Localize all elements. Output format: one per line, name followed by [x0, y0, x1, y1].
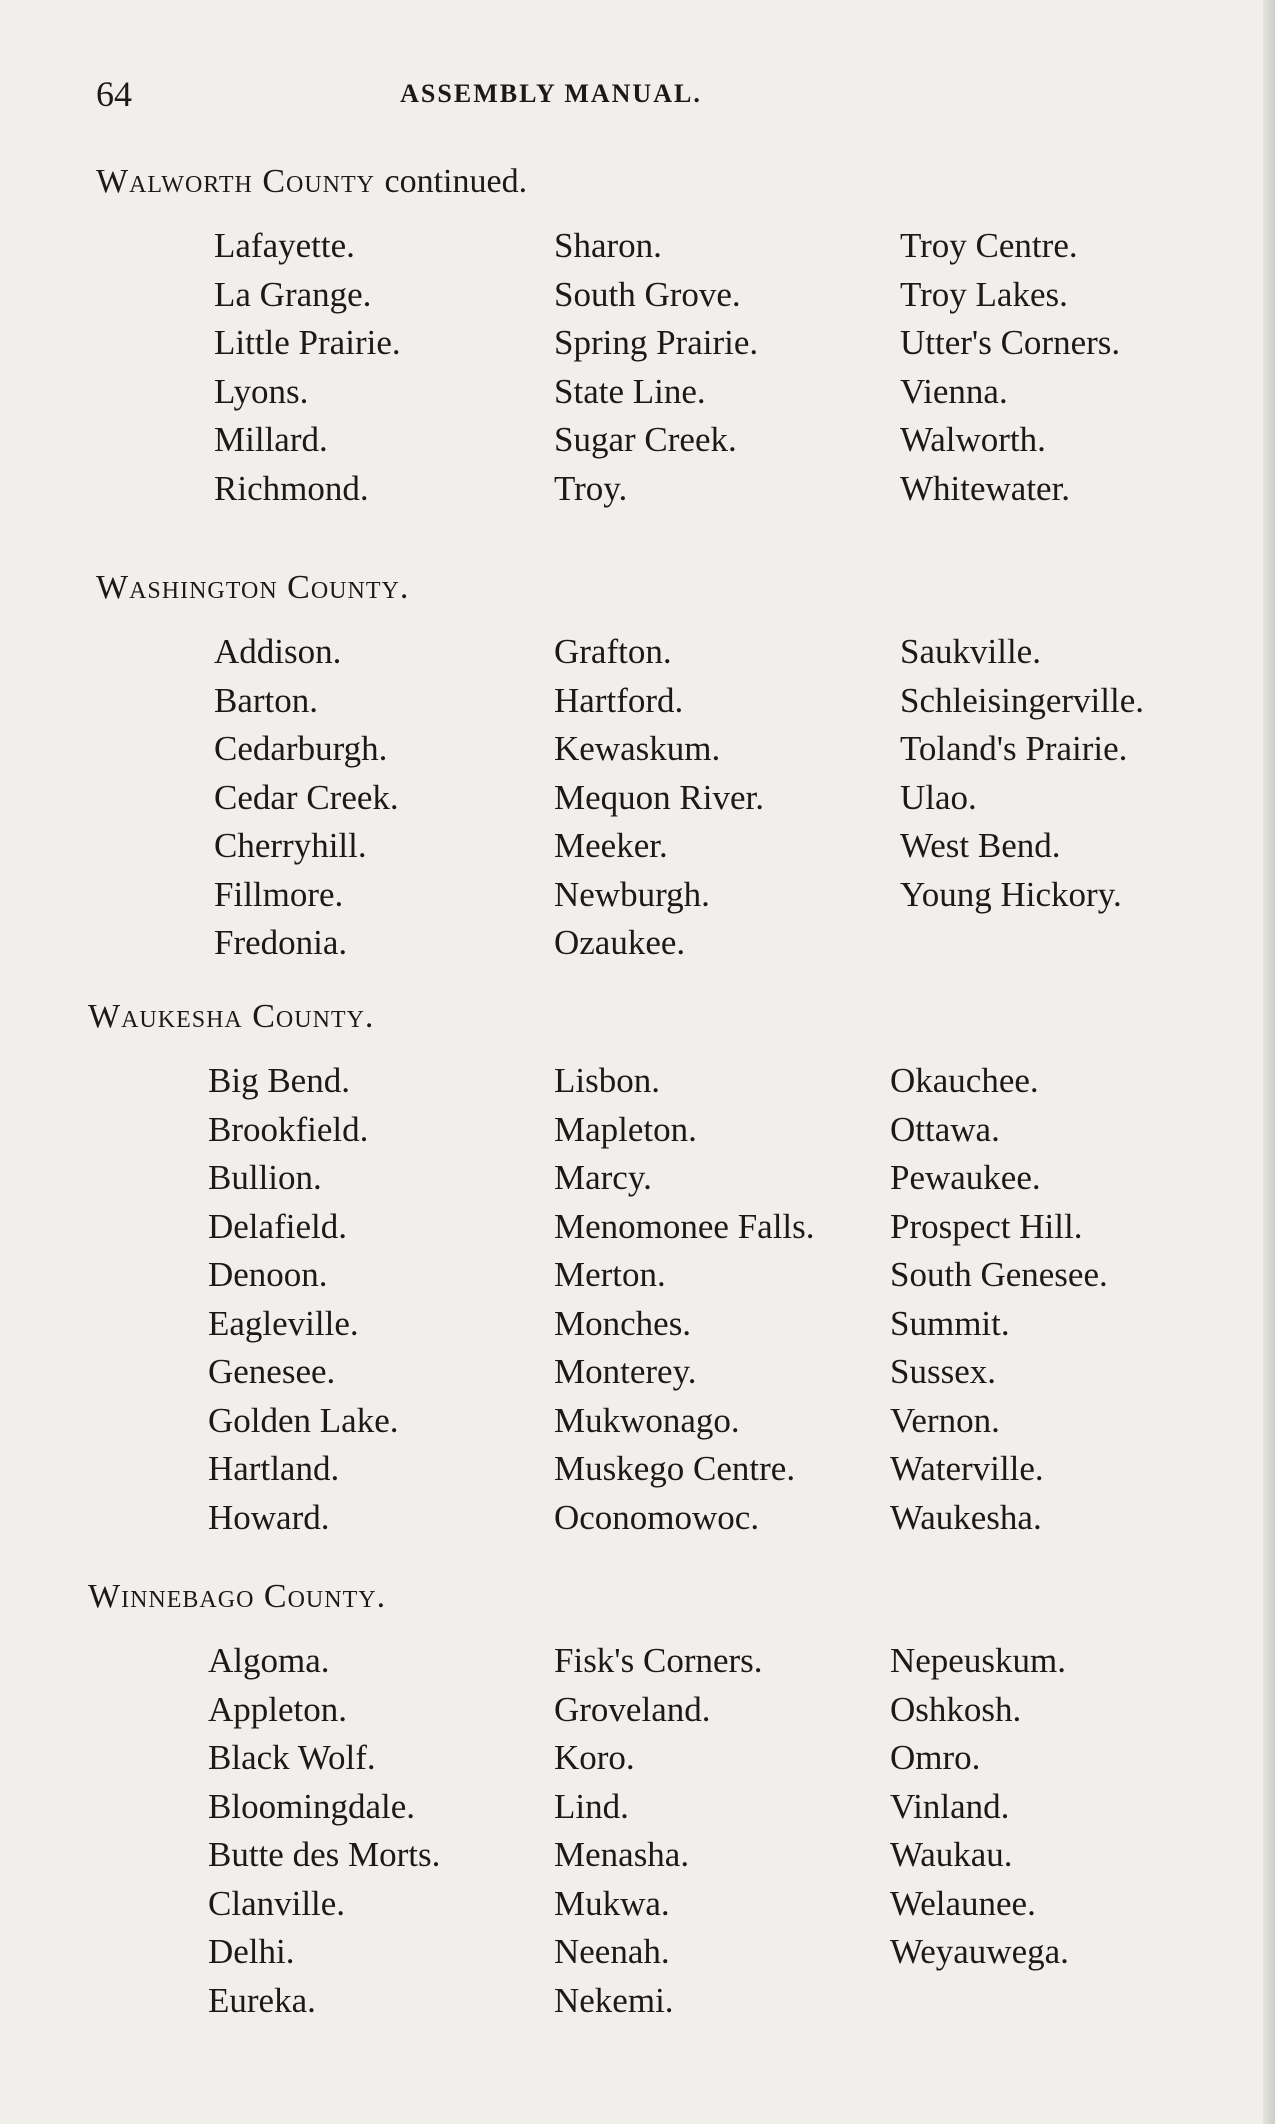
town-entry: Black Wolf.: [208, 1738, 376, 1777]
town-entry: Toland's Prairie.: [900, 729, 1128, 768]
town-entry: Troy Lakes.: [900, 274, 1068, 314]
town-entry: Mukwa.: [554, 1883, 670, 1923]
town-entry: Neenah.: [554, 1932, 670, 1971]
town-entry: Troy.: [554, 468, 628, 508]
town-entry: Merton.: [554, 1255, 666, 1294]
town-column-1: [214, 222, 401, 513]
town-entry: Walworth.: [900, 420, 1046, 459]
town-entry: Menomonee Falls.: [554, 1206, 815, 1246]
town-entry: Grafton.: [554, 632, 672, 671]
town-entry: State Line.: [554, 371, 706, 411]
town-entry: Mequon River.: [554, 777, 764, 817]
town-entry: Mukwonago.: [554, 1400, 740, 1440]
town-entry: Hartford.: [554, 680, 684, 720]
town-entry: Sussex.: [890, 1352, 996, 1391]
town-entry: Koro.: [554, 1738, 635, 1777]
town-entry: Ulao.: [900, 777, 977, 817]
section-heading: [96, 566, 409, 610]
town-entry: Barton.: [214, 680, 319, 720]
town-entry: Howard.: [208, 1497, 330, 1537]
town-column-1: [208, 1057, 398, 1542]
town-entry: Butte des Morts.: [208, 1835, 441, 1874]
town-entry: Waukau.: [890, 1835, 1013, 1874]
town-entry: Ottawa.: [890, 1109, 1000, 1149]
town-entry: Cedar Creek.: [214, 777, 399, 817]
town-entry: La Grange.: [214, 274, 372, 314]
town-entry: Waterville.: [890, 1449, 1044, 1488]
town-entry: West Bend.: [900, 826, 1061, 865]
town-entry: Fredonia.: [214, 923, 348, 962]
town-entry: South Grove.: [554, 274, 741, 314]
town-entry: Monches.: [554, 1303, 692, 1343]
town-column-2: [554, 628, 764, 968]
town-entry: South Genesee.: [890, 1255, 1108, 1294]
town-entry: Eureka.: [208, 1980, 316, 2020]
town-entry: Golden Lake.: [208, 1400, 399, 1440]
town-column-1: [208, 1637, 440, 2025]
town-entry: Groveland.: [554, 1689, 711, 1729]
town-entry: Sharon.: [554, 226, 662, 265]
page-header: [96, 72, 1166, 122]
town-entry: Newburgh.: [554, 874, 710, 914]
town-entry: Vienna.: [900, 371, 1008, 411]
town-entry: Fisk's Corners.: [554, 1641, 763, 1680]
town-entry: Genesee.: [208, 1352, 336, 1391]
town-entry: Omro.: [890, 1738, 981, 1777]
town-entry: Monterey.: [554, 1352, 697, 1391]
town-entry: Spring Prairie.: [554, 323, 759, 362]
town-entry: Marcy.: [554, 1158, 652, 1197]
town-entry: Denoon.: [208, 1255, 328, 1294]
county-name: Washington County.: [96, 569, 410, 606]
town-entry: Mapleton.: [554, 1109, 697, 1149]
town-entry: Troy Centre.: [900, 226, 1078, 265]
town-entry: Cherryhill.: [214, 826, 367, 865]
town-entry: Hartland.: [208, 1449, 340, 1488]
town-entry: Little Prairie.: [214, 323, 401, 362]
continued-label: continued.: [384, 163, 528, 200]
town-column-1: [214, 628, 399, 968]
page-edge-shadow: [1263, 0, 1275, 2124]
town-entry: Schleisingerville.: [900, 680, 1144, 720]
town-entry: Nepeuskum.: [890, 1641, 1066, 1680]
town-entry: Young Hickory.: [900, 874, 1122, 914]
town-column-2: [554, 222, 758, 513]
town-entry: Ozaukee.: [554, 923, 686, 962]
town-entry: Fillmore.: [214, 874, 344, 914]
town-column-3: [890, 1637, 1069, 1977]
town-entry: Waukesha.: [890, 1497, 1042, 1537]
town-entry: Nekemi.: [554, 1980, 674, 2020]
town-entry: Pewaukee.: [890, 1158, 1041, 1197]
town-entry: Bullion.: [208, 1158, 322, 1197]
town-entry: Eagleville.: [208, 1303, 359, 1343]
town-entry: Delhi.: [208, 1932, 295, 1971]
county-name: Walworth County: [96, 163, 376, 200]
county-name: Waukesha County.: [88, 998, 375, 1035]
town-entry: Delafield.: [208, 1206, 347, 1246]
section-heading: [96, 160, 527, 204]
section-heading: [88, 995, 374, 1039]
town-entry: Muskego Centre.: [554, 1449, 796, 1488]
town-entry: Algoma.: [208, 1641, 330, 1680]
town-entry: Utter's Corners.: [900, 323, 1121, 362]
town-entry: Lisbon.: [554, 1061, 660, 1100]
town-column-3: [890, 1057, 1108, 1542]
town-entry: Big Bend.: [208, 1061, 350, 1100]
town-entry: Sugar Creek.: [554, 420, 737, 459]
town-column-2: [554, 1637, 763, 2025]
town-entry: Meeker.: [554, 826, 668, 865]
town-column-3: [900, 222, 1120, 513]
town-entry: Cedarburgh.: [214, 729, 388, 768]
town-entry: Okauchee.: [890, 1061, 1039, 1100]
town-entry: Richmond.: [214, 468, 369, 508]
town-column-3: [900, 628, 1144, 919]
town-entry: Vernon.: [890, 1400, 1000, 1440]
county-name: Winnebago County.: [88, 1578, 387, 1615]
town-entry: Bloomingdale.: [208, 1786, 416, 1826]
town-entry: Brookfield.: [208, 1109, 369, 1149]
town-entry: Weyauwega.: [890, 1932, 1069, 1971]
town-entry: Summit.: [890, 1303, 1010, 1343]
section-heading: [88, 1575, 386, 1619]
town-entry: Whitewater.: [900, 468, 1071, 508]
town-entry: Vinland.: [890, 1786, 1010, 1826]
town-entry: Oconomowoc.: [554, 1497, 760, 1537]
town-entry: Lyons.: [214, 371, 309, 411]
town-entry: Menasha.: [554, 1835, 690, 1874]
town-entry: Prospect Hill.: [890, 1206, 1083, 1246]
town-entry: Appleton.: [208, 1689, 348, 1729]
town-entry: Lafayette.: [214, 226, 355, 265]
town-entry: Oshkosh.: [890, 1689, 1022, 1729]
town-entry: Lind.: [554, 1786, 629, 1826]
town-entry: Clanville.: [208, 1883, 346, 1923]
town-entry: Addison.: [214, 632, 342, 671]
running-title: ASSEMBLY MANUAL.: [400, 79, 702, 108]
town-entry: Kewaskum.: [554, 729, 721, 768]
page-number: 64: [96, 74, 132, 114]
town-column-2: [554, 1057, 815, 1542]
town-entry: Saukville.: [900, 632, 1041, 671]
town-entry: Welaunee.: [890, 1883, 1036, 1923]
town-entry: Millard.: [214, 420, 328, 459]
